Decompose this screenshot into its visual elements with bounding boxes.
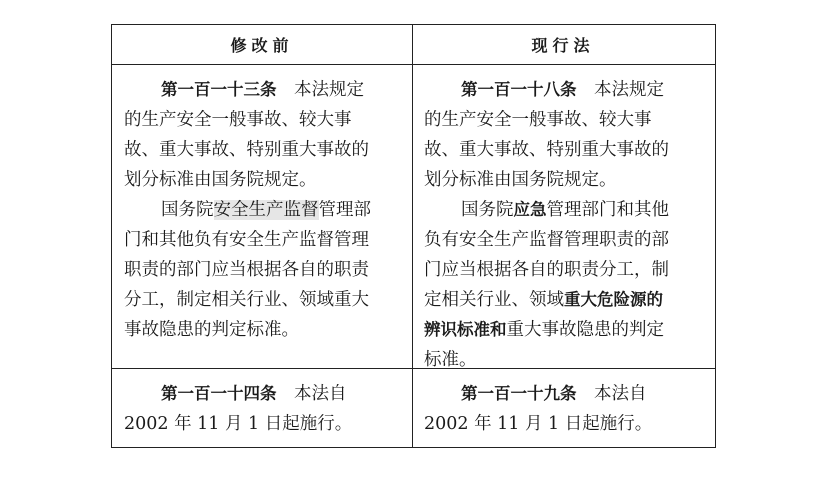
para-line: 负有安全生产监督管理职责的部 <box>424 230 669 250</box>
cell-before-article-114 <box>112 379 412 439</box>
article-number: 第一百一十九条 <box>461 384 577 403</box>
amended-text: 应急 <box>513 200 547 219</box>
para-text: 本法自 <box>294 384 347 404</box>
cell-before-article-113 <box>112 75 412 345</box>
para-line: 事故隐患的判定标准。 <box>124 320 299 340</box>
para-line: 划分标准由国务院规定。 <box>124 170 317 190</box>
para-line <box>124 379 400 409</box>
para-text: 本法规定 <box>294 80 364 100</box>
para-text: 定相关行业、领域 <box>424 290 564 310</box>
para-line: 门和其他负有安全生产监督管理 <box>124 230 369 250</box>
article-number: 第一百一十八条 <box>461 80 577 99</box>
para-line <box>424 315 702 345</box>
para-line: 2002 年 11 月 1 日起施行。 <box>124 414 353 434</box>
para-line <box>124 75 400 105</box>
amended-text: 重大危险源的 <box>564 290 663 309</box>
para-line <box>124 195 400 225</box>
cell-current-article-118 <box>412 75 714 375</box>
para-text: 本法自 <box>594 384 647 404</box>
amended-text: 辨识标准和 <box>424 320 507 339</box>
para-line: 划分标准由国务院规定。 <box>424 170 617 190</box>
para-text: 管理部 <box>318 200 371 220</box>
header-before-amendment: 修改前 <box>230 36 294 55</box>
cell-current-article-119 <box>412 379 714 439</box>
para-text: 重大事故隐患的判定 <box>506 320 664 340</box>
para-line: 分工，制定相关行业、领域重大 <box>124 290 369 310</box>
para-line: 门应当根据各自的职责分工，制 <box>424 260 669 280</box>
para-line: 的生产安全一般事故、较大事 <box>124 110 352 130</box>
para-line <box>424 379 702 409</box>
article-number: 第一百一十三条 <box>161 80 277 99</box>
para-line: 标准。 <box>424 350 477 370</box>
para-line <box>424 285 702 315</box>
para-text: 本法规定 <box>594 80 664 100</box>
para-line: 职责的部门应当根据各自的职责 <box>124 260 369 280</box>
para-line <box>424 195 702 225</box>
comparison-table <box>111 24 716 448</box>
article-number: 第一百一十四条 <box>161 384 277 403</box>
table-header-row <box>112 25 715 65</box>
para-line: 2002 年 11 月 1 日起施行。 <box>424 414 653 434</box>
para-line: 故、重大事故、特别重大事故的 <box>424 140 669 160</box>
para-text: 国务院 <box>461 200 514 220</box>
para-line <box>424 75 702 105</box>
para-line: 的生产安全一般事故、较大事 <box>424 110 652 130</box>
para-text: 管理部门和其他 <box>546 200 669 220</box>
para-line: 故、重大事故、特别重大事故的 <box>124 140 369 160</box>
highlighted-text: 安全生产监督 <box>213 200 319 220</box>
para-text: 国务院 <box>161 200 214 220</box>
header-current-law: 现行法 <box>531 36 595 55</box>
